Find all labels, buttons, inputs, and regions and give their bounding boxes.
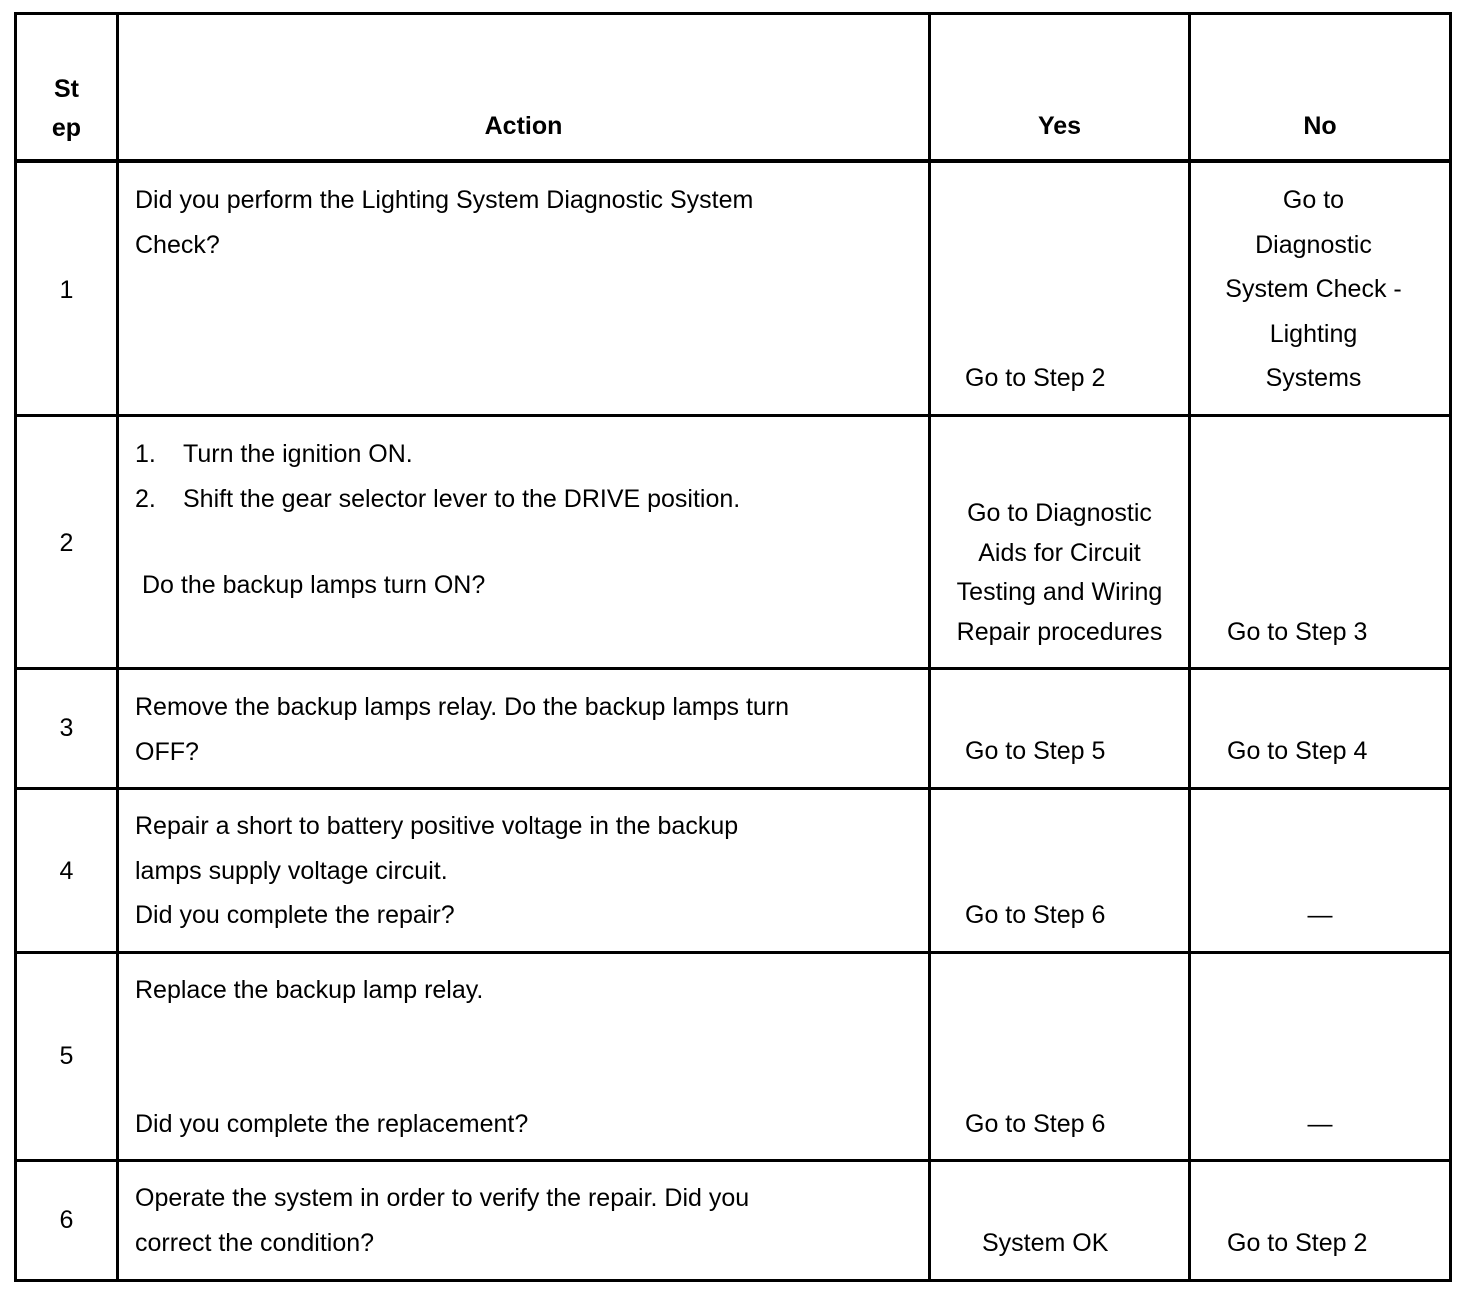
header-no: No [1303,112,1337,140]
action-text: lamps supply voltage circuit. [135,856,448,885]
action-text: Did you perform the Lighting System Diagnostic System [135,186,754,214]
header-step-line: St [54,75,79,103]
row-divider [14,667,1452,670]
yes-text: Aids for Circuit [978,538,1141,567]
action-text: Check? [135,230,220,259]
col-divider [1449,12,1452,1282]
yes-text: Go to Diagnostic [967,499,1152,527]
yes-cell: Go to Step 5 [965,737,1106,765]
action-question: Do the backup lamps turn ON? [142,571,486,599]
action-text: correct the condition? [135,1228,375,1257]
action-cell [135,968,925,1146]
action-cell [135,178,925,267]
no-text: System Check - [1225,275,1402,303]
action-text: Did you complete the replacement? [135,1109,529,1138]
no-cell: — [1307,1110,1333,1138]
no-text: Diagnostic [1255,230,1372,259]
no-cell: Go to Step 2 [1227,1229,1368,1257]
list-text: Shift the gear selector lever to the DRIVE position. [183,484,741,513]
yes-text: Repair procedures [956,617,1163,646]
step-number: 4 [59,857,74,885]
yes-cell: Go to Step 2 [965,364,1106,392]
action-text: Remove the backup lamps relay. Do the backup lamps turn [135,693,790,721]
table-border-bottom [14,1279,1452,1282]
list-item [135,477,925,522]
action-cell [135,432,925,608]
no-text: Go to [1282,186,1345,214]
yes-cell: Go to Step 6 [965,901,1106,929]
yes-cell: Go to Step 6 [965,1110,1106,1138]
col-divider [116,12,119,1282]
header-step [17,70,116,148]
no-cell: — [1307,901,1333,929]
list-text: Turn the ignition ON. [183,440,413,468]
header-yes: Yes [1037,112,1082,140]
row-divider [14,787,1452,790]
action-cell [135,685,925,774]
step-number: 2 [59,529,74,557]
no-cell: Go to Step 4 [1227,737,1368,765]
col-divider [14,12,17,1282]
table-border-top [14,12,1452,15]
step-number: 1 [59,276,74,304]
yes-cell: System OK [982,1229,1109,1257]
action-text: Replace the backup lamp relay. [135,976,484,1004]
header-action: Action [484,112,563,140]
diagnostic-table [14,12,1452,1282]
action-text: Did you complete the repair? [135,901,455,929]
row-divider [14,951,1452,954]
action-cell [135,804,925,938]
step-number: 6 [59,1206,74,1234]
no-cell [1191,178,1436,401]
row-divider [14,1159,1452,1162]
step-number: 3 [59,714,74,742]
header-step-line: ep [51,114,82,142]
no-text: Lighting [1269,319,1358,348]
no-text: Systems [1265,364,1362,392]
action-text: Operate the system in order to verify the repair. Did you [135,1184,750,1212]
action-text: Repair a short to battery positive voltage in the backup [135,812,739,840]
yes-cell [931,494,1188,652]
action-cell [135,1176,925,1265]
list-number: 1. [135,440,156,468]
step-number: 5 [59,1042,74,1070]
header-divider [14,159,1452,163]
row-divider [14,414,1452,417]
no-cell: Go to Step 3 [1227,618,1368,646]
yes-text: Testing and Wiring [956,578,1163,606]
list-item [135,432,925,477]
list-number: 2. [135,484,156,513]
action-text: OFF? [135,737,199,766]
